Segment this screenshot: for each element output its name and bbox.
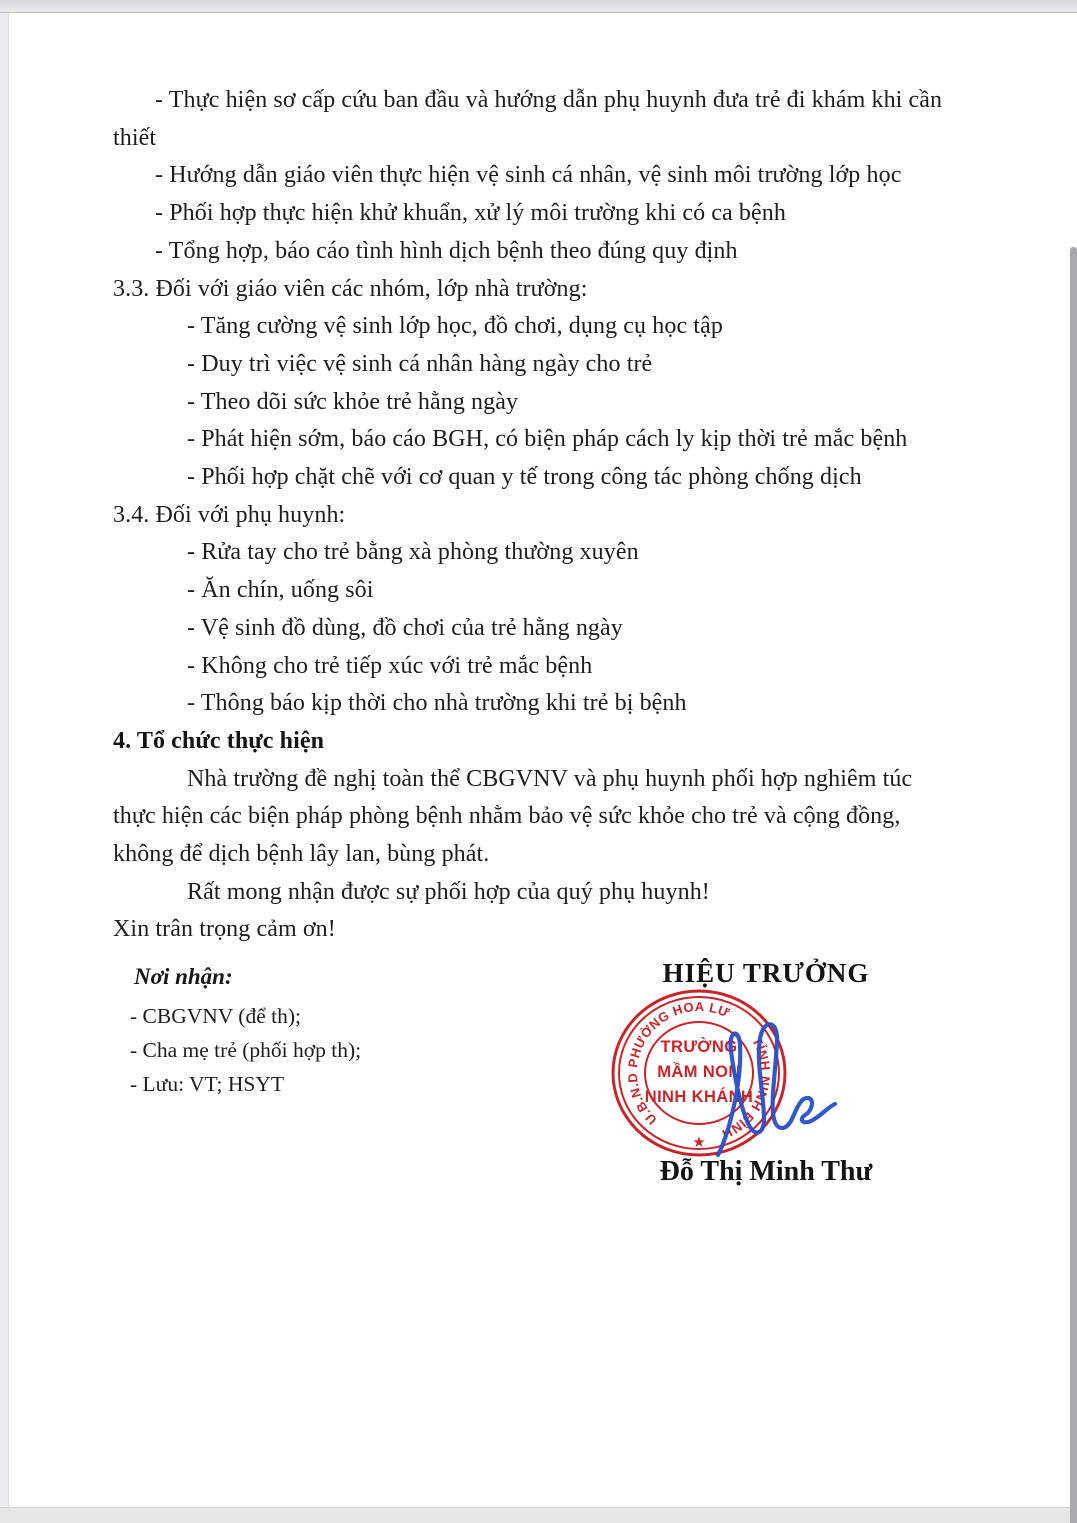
stamp-center-line-2: MẦM NON [657,1063,741,1081]
text-line: - Tổng hợp, báo cáo tình hình dịch bệnh theo đúng quy định [155,237,738,264]
text-line: - Không cho trẻ tiếp xúc với trẻ mắc bệnh [187,652,593,679]
text-line: 3.4. Đối với phụ huynh: [113,501,346,528]
text-line: - Phát hiện sớm, báo cáo BGH, có biện pháp cách ly kịp thời trẻ mắc bệnh [187,426,908,453]
document-body [113,82,1067,949]
text-line: - Tăng cường vệ sinh lớp học, đồ chơi, dụng cụ học tập [187,313,723,340]
signature-icon [690,1011,840,1161]
stamp-center-line-3: NINH KHÁNH [644,1088,754,1106]
text-line: 3.3. Đối với giáo viên các nhóm, lớp nhà trường: [113,275,588,302]
text-line: - Rửa tay cho trẻ bằng xà phòng thường xuyên [187,539,639,566]
scan-edge-bottom [0,1507,1077,1523]
stamp-ring-text-right: TỈNH NINH BÌNH [719,1034,774,1143]
signer-title: HIỆU TRƯỞNG [662,958,870,988]
text-line: - Thông báo kịp thời cho nhà trường khi trẻ bị bệnh [187,690,687,717]
text-line: - Ăn chín, uống sôi [187,577,374,604]
recipients-block [130,961,361,1101]
text-line: - Hướng dẫn giáo viên thực hiện vệ sinh cá nhân, vệ sinh môi trường lớp học [155,162,902,189]
text-line: Rất mong nhận được sự phối hợp của quý phụ huynh! [187,878,710,905]
right-edge-scrollbar[interactable] [1070,247,1077,1523]
text-line: - Thực hiện sơ cấp cứu ban đầu và hướng dẫn phụ huynh đưa trẻ đi khám khi cần [155,87,943,113]
recipients-list [130,999,361,1101]
text-line: Nhà trường đề nghị toàn thể CBGVNV và phụ huynh phối hợp nghiêm túc [187,765,913,792]
signature-block [576,956,956,1206]
text-line: - Theo dõi sức khỏe trẻ hằng ngày [187,388,519,415]
scan-edge-top [0,0,1077,13]
text-line: - Vệ sinh đồ dùng, đồ chơi của trẻ hằng ngày [187,614,623,641]
star-icon: ★ [692,1133,706,1151]
text-line: Xin trân trọng cảm ơn! [113,916,336,943]
recipient-item: - CBGVNV (để th); [130,1004,301,1028]
stamp-center-line-1: TRƯỜNG [660,1038,738,1056]
recipient-item: - Cha mẹ trẻ (phối hợp th); [130,1038,362,1062]
text-line: - Phối hợp thực hiện khử khuẩn, xử lý môi trường khi có ca bệnh [155,200,786,227]
stamp-ring-text-top: U.B.N.D PHƯỜNG HOA LƯ [624,999,732,1128]
recipients-heading: Nơi nhận: [134,964,233,989]
text-line: 4. Tổ chức thực hiện [113,727,325,754]
signature-stroke [718,1024,835,1155]
scan-edge-left [0,13,9,1507]
signer-name: Đỗ Thị Minh Thư [659,1156,873,1187]
text-line: thiết [113,124,157,151]
text-line: thực hiện các biện pháp phòng bệnh nhằm bảo vệ sức khỏe cho trẻ và cộng đồng, [113,803,901,830]
text-line: - Duy trì việc vệ sinh cá nhân hàng ngày cho trẻ [187,350,653,377]
text-line: không để dịch bệnh lây lan, bùng phát. [113,841,490,868]
recipient-item: - Lưu: VT; HSYT [130,1072,284,1096]
text-line: - Phối hợp chặt chẽ với cơ quan y tế trong công tác phòng chống dịch [187,464,862,491]
